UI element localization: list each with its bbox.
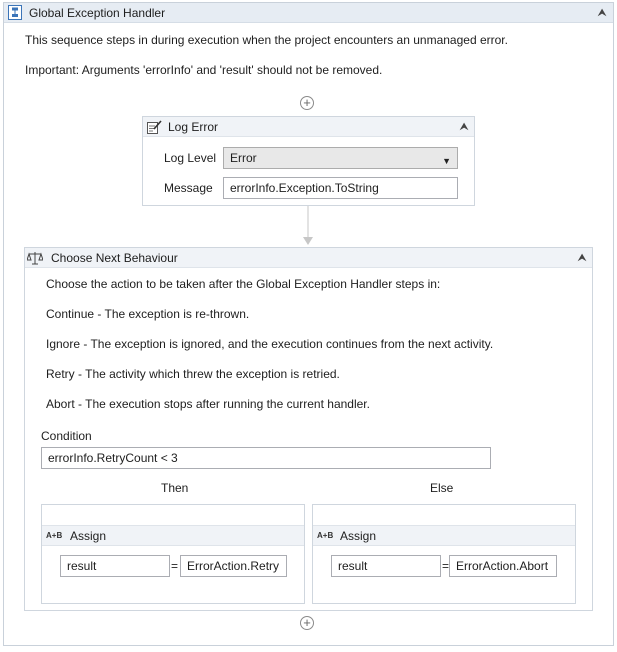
flow-decision-icon (27, 250, 43, 266)
sequence-icon (8, 5, 22, 20)
then-assign-header[interactable] (42, 525, 304, 546)
else-assign-to-input[interactable]: result (331, 555, 441, 577)
else-assign-header[interactable] (313, 525, 575, 546)
message-input[interactable]: errorInfo.Exception.ToString (223, 177, 458, 199)
else-label: Else (430, 481, 454, 495)
behaviour-continue: Continue - The exception is re-thrown. (46, 307, 250, 321)
choose-next-behaviour-activity[interactable] (24, 247, 593, 611)
else-branch[interactable] (312, 504, 576, 604)
log-error-activity[interactable] (142, 116, 475, 206)
log-error-header[interactable] (143, 117, 474, 137)
behaviour-instruction: Choose the action to be taken after the Global Exception Handler steps in: (46, 277, 441, 291)
condition-input[interactable]: errorInfo.RetryCount < 3 (41, 447, 491, 469)
behaviour-ignore: Ignore - The exception is ignored, and the execution continues from the next activity. (46, 337, 494, 351)
chevron-down-icon: ▼ (442, 156, 451, 166)
add-activity-icon[interactable]: + (300, 616, 314, 630)
behaviour-retry: Retry - The activity which threw the exception is retried. (46, 367, 340, 381)
log-message-icon (146, 119, 162, 135)
log-level-dropdown[interactable] (223, 147, 458, 169)
assign-icon: A+B (46, 531, 63, 540)
log-error-title: Log Error (168, 120, 219, 134)
sequence-important-note: Important: Arguments 'errorInfo' and 'result' should not be removed. (25, 63, 383, 77)
then-assign-to-input[interactable]: result (60, 555, 170, 577)
condition-label: Condition (41, 429, 92, 443)
choose-next-behaviour-header[interactable] (25, 248, 592, 268)
add-activity-icon[interactable]: + (300, 96, 314, 110)
then-assign-equals: = (171, 559, 179, 573)
behaviour-abort: Abort - The execution stops after running the current handler. (46, 397, 370, 411)
connector-arrow (302, 206, 314, 246)
sequence-header[interactable] (4, 3, 613, 23)
else-assign-value-input[interactable]: ErrorAction.Abort (449, 555, 557, 577)
then-assign-value-input[interactable]: ErrorAction.Retry (180, 555, 287, 577)
log-level-value: Error (230, 151, 257, 165)
then-assign-title: Assign (70, 529, 107, 543)
collapse-icon[interactable]: ⮝ (577, 252, 587, 264)
message-label: Message (164, 181, 213, 195)
sequence-description: This sequence steps in during execution when the project encounters an unmanaged error. (25, 33, 508, 47)
choose-next-behaviour-title: Choose Next Behaviour (51, 251, 178, 265)
then-label: Then (161, 481, 189, 495)
sequence-title: Global Exception Handler (29, 6, 166, 20)
log-level-label: Log Level (164, 151, 217, 165)
collapse-icon[interactable]: ⮝ (597, 7, 607, 19)
else-assign-title: Assign (340, 529, 377, 543)
else-assign-equals: = (442, 559, 450, 573)
collapse-icon[interactable]: ⮝ (459, 121, 469, 133)
then-branch[interactable] (41, 504, 305, 604)
assign-icon: A+B (317, 531, 334, 540)
